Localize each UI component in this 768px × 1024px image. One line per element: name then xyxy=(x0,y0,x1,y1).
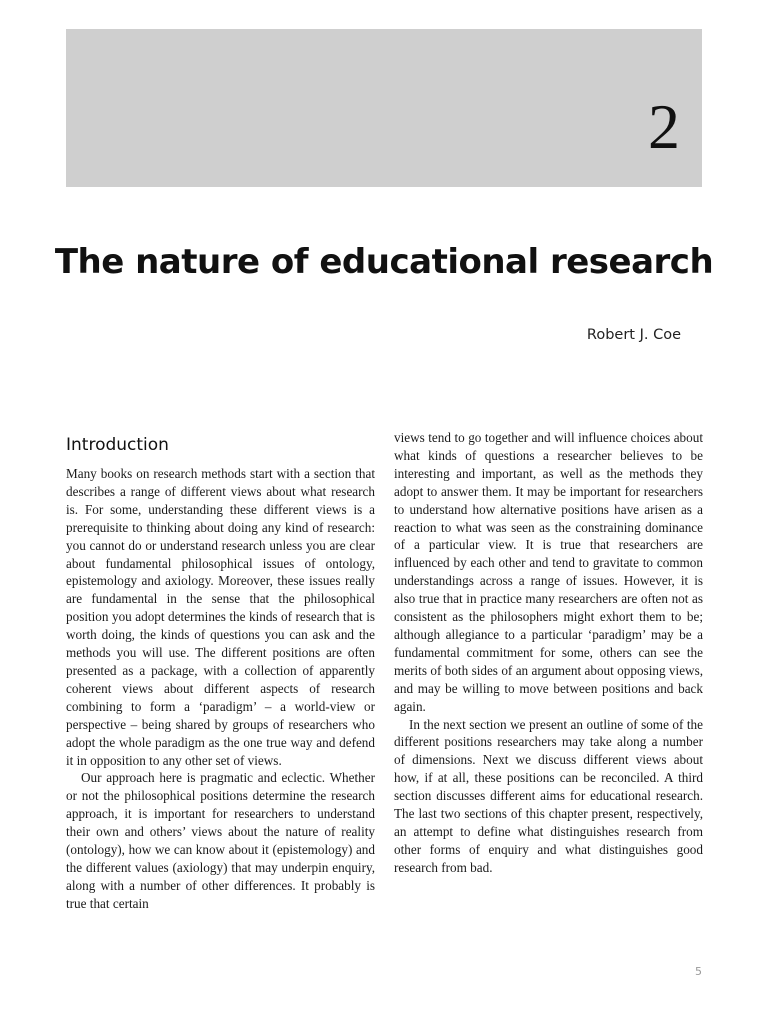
section-heading: Introduction xyxy=(66,435,169,455)
chapter-number-band xyxy=(66,29,702,187)
paragraph: Our approach here is pragmatic and eclectic. Whether or not the philosophical positions determine the research approach, it is important for researchers to understand their own and others’ views about the nature of reality (ontology), how we can know about it (epistemology) and the different values (axiology) that may underpin enquiry, along with a number of other differences. It probably is true that certain xyxy=(66,770,375,911)
paragraph: In the next section we present an outline of some of the different positions researchers may take along a number of dimensions. Next we discuss different views about how, if at all, these positions can be reconciled. A third section discusses different aims for educational research. The last two sections of this chapter present, respectively, an attempt to define what distinguishes research from other forms of enquiry and what distinguishes good research from bad. xyxy=(394,716,703,875)
left-column xyxy=(66,434,375,913)
author-name: Robert J. Coe xyxy=(586,327,681,343)
chapter-title: The nature of educational research xyxy=(54,242,714,282)
chapter-number: 2 xyxy=(648,91,680,162)
page-number: 5 xyxy=(695,965,702,978)
right-column xyxy=(394,429,703,877)
paragraph: views tend to go together and will influence choices about what kinds of questions a researcher believes to be interesting and important, as well as the methods they adopt to answer them. It may be important for researchers to understand how alternative positions have arisen as a reaction to what was seen as the constraining dominance of a particular view. It is true that researchers are influenced by each other and tend to gravitate to common understandings across a range of issues. However, it is also true that in practice many researchers are often not as consistent as the philosophers might exhort them to be; although allegiance to a particular ‘paradigm’ may be a fundamental commitment for some, others can see the merits of both sides of an argument about opposing views, and may be willing to move between positions and back again. xyxy=(394,430,703,714)
paragraph: Many books on research methods start with a section that describes a range of different views about what research is. For some, understanding these different views is a prerequisite to thinking about doing any kind of research: you cannot do or understand research unless you are clear about fundamental philosophical issues of ontology, epistemology and axiology. Moreover, these issues really are fundamental in the sense that the philosophical position you adopt determines the kinds of research that is worth doing, the kinds of questions you can ask and the methods you will use. The different positions are often presented as a package, with a collection of apparently coherent views about different aspects of research combining to form a ‘paradigm’ – a world-view or perspective – being shared by groups of researchers who adopt the whole paradigm as the one true way and defend it in opposition to any other set of views. xyxy=(66,466,375,768)
